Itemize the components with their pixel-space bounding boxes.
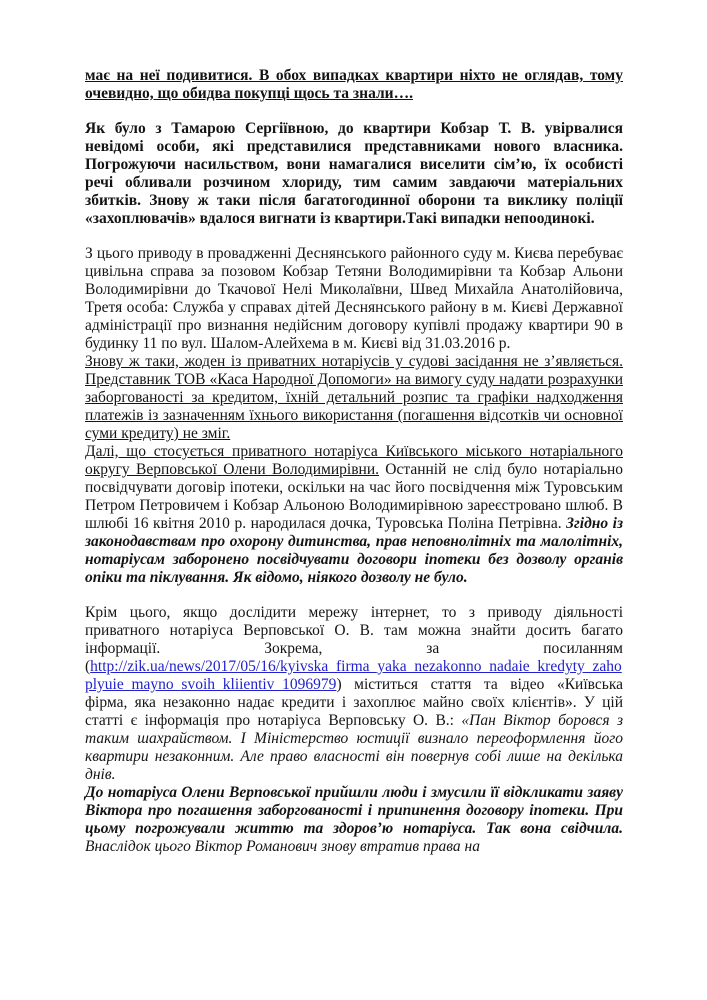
text-run: Згідно із законодавствам про охорону дитинства, прав неповнолітніх та малолітніх, нотаріусам заборонено посвідчувати договори іпотеки без дозволу органів опіки та піклування. Як відомо, ніякого дозволу не було. bbox=[85, 515, 624, 586]
article-link[interactable]: http://zik.ua/news/2017/05/16/kyivska_firma_yaka_nezakonno_nadaie_kredyty_zahoplyuie_mayno_svoih_kliientiv_1096979 bbox=[85, 658, 622, 693]
text-run: До нотаріуса Олени Верповської прийшли люди і змусили її відкликати заяву Віктора про погашення заборгованості і припинення договору іпотеки. При цьому погрожували життю та здоров’ю нотаріуса. Так вона свідчила. bbox=[85, 784, 623, 837]
paragraph-court-case bbox=[85, 245, 623, 353]
paragraph-intro-continuation bbox=[85, 67, 623, 103]
text-run: Внаслідок цього Віктор Романович знову втратив права на bbox=[85, 838, 480, 855]
paragraph-kobzar-case bbox=[85, 120, 623, 228]
document-body bbox=[85, 67, 623, 856]
text-run: Як було з Тамарою Сергіївною, до квартири Кобзар Т. В. увірвалися невідомі особи, які представилися представниками нового власника. Погрожуючи насильством, вони намагалися виселити сім’ю, їх особисті речі обливали розчином хлориду, тим самим завдаючи матеріальних збитків. Знову ж таки після багатогодинної оборони та виклику поліції «захоплювачів» вдалося вигнати із квартири.Такі випадки непоодинокі. bbox=[85, 120, 623, 227]
text-run: має на неї подивитися. В обох випадках квартири ніхто не оглядав, тому очевидно, що обидва покупці щось та знали…. bbox=[85, 67, 623, 102]
text-run: ) міститься стаття та відео «Київська фірма, яка незаконно надає кредити і захоплює майно своїх клієнтів». У цій статті є інформація про нотаріуса Верповську О. В.: bbox=[85, 676, 623, 729]
text-run: Далі, що стосується приватного нотаріуса Київського міського нотаріального округу Верповської Олени Володимирівни. bbox=[85, 443, 623, 478]
paragraph-notaries-absent bbox=[85, 353, 623, 443]
text-run: Знову ж таки, жоден із приватних нотаріусів у судові засідання не з’являється. Представник ТОВ «Каса Народної Допомоги» на вимогу суду надати розрахунки заборгованості за кредитом, їхній детальний розпис та графіки надходження платежів із зазначенням їхнього використання (погашення відсотків чи основної суми кредиту) не зміг. bbox=[85, 353, 623, 442]
paragraph-verpovska bbox=[85, 443, 623, 587]
text-run: З цього приводу в провадженні Деснянського районного суду м. Києва перебуває цивільна справа за позовом Кобзар Тетяни Володимирівни та Кобзар Альони Володимирівни до Ткачової Нелі Миколаївни, Швед Михайла Анатолійовича, Третя особа: Служба у справах дітей Деснянського району в м. Києві Державної адміністрації про визнання недійсним договору купівлі продажу квартири 90 в будинку 11 по вул. Шалом-Алейхема в м. Києві від 31.03.2016 р. bbox=[85, 245, 623, 352]
text-run: ( bbox=[85, 658, 91, 675]
text-run: «Пан Віктор боровся з таким шахрайством. І Міністерство юстиції визнало переоформлення його квартири незаконним. Але право власності він повернув собі лише на декілька днів. bbox=[85, 712, 623, 783]
paragraph-threats bbox=[85, 784, 623, 856]
text-run: Останній не слід було нотаріально посвідчувати договір іпотеки, оскільки на час його посвідчення між Туровським Петром Петровичем і Кобзар Альоною Володимирівною зареєстровано шлюб. В шлюбі 16 квітня 2010 р. народилася дочка, Туровська Поліна Петрівна. bbox=[85, 461, 623, 532]
paragraph-internet-info bbox=[85, 604, 623, 784]
text-run: Крім цього, якщо дослідити мережу інтернет, то з приводу діяльності приватного нотаріуса Верповської О. В. там можна знайти досить багато інформації. Зокрема, за посиланням bbox=[85, 604, 623, 657]
